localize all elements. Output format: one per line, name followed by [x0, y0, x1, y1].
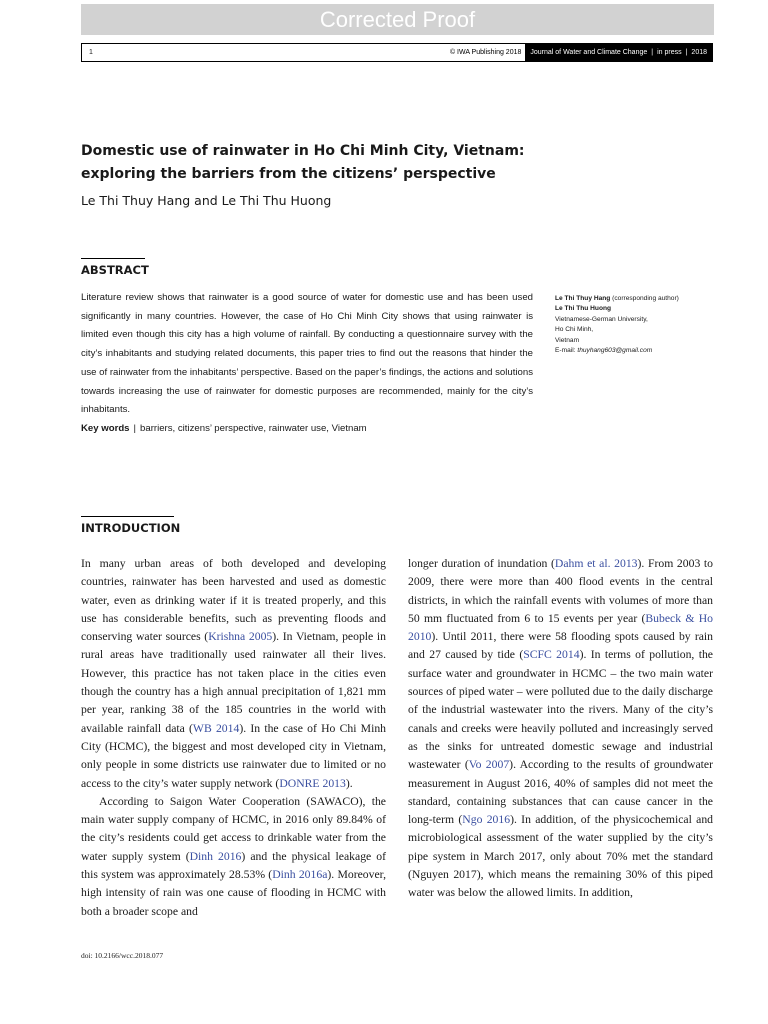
journal-info	[525, 44, 712, 61]
doi-footer: doi: 10.2166/wcc.2018.077	[81, 951, 164, 960]
keywords-list: barriers, citizens’ perspective, rainwater use, Vietnam	[140, 423, 367, 434]
citation-link[interactable]: WB 2014	[192, 721, 240, 735]
intro-paragraph: According to Saigon Water Cooperation (SAWACO), the main water supply company of HCMC, in 2016 only 89.84% of the city’s residents could get access to drinkable water from the water supply system (Dinh 2016) and the physical leakage of this system was approximately 28.53% (Dinh 2016a). Moreover, high intensity of rain was one cause of flooding in HCMC with both a broader scope and	[81, 794, 387, 918]
affil-institution: Vietnamese-German University,	[555, 315, 648, 323]
abstract-text	[81, 289, 533, 420]
citation-link[interactable]: Krishna 2005	[208, 630, 273, 644]
citation-link[interactable]: Ngo 2016	[462, 813, 511, 827]
affil-country: Vietnam	[555, 336, 580, 344]
citation-link[interactable]: Dinh 2016a	[272, 868, 328, 882]
header-separator: |	[651, 49, 654, 56]
publication-status: in press	[657, 49, 682, 56]
keywords	[81, 421, 367, 437]
authors: Le Thi Thuy Hang and Le Thi Thu Huong	[81, 193, 332, 208]
affil-author-1: Le Thi Thuy Hang	[555, 295, 611, 302]
header-separator: |	[685, 49, 688, 56]
journal-header	[81, 43, 713, 62]
abstract-paragraph: Literature review shows that rainwater is a good source of water for domestic use and has been used significantly in many countries. However, the case of Ho Chi Minh City shows that using rainwater is limited even though this city has a high volume of rainfall. By conducting a questionnaire survey with the city’s inhabitants and studying related documents, this paper tries to find out the reasons that hinder the use of rainwater from the inhabitants’ perspective. Based on the paper’s findings, the actions and solutions towards increasing the use of rainwater for domestic purposes are recommended, mainly for the city’s inhabitants.	[81, 292, 533, 416]
citation-link[interactable]: Vo 2007	[468, 758, 510, 772]
publication-year: 2018	[691, 49, 707, 56]
copyright: © IWA Publishing 2018	[449, 49, 522, 56]
header-right	[450, 44, 712, 61]
keywords-label: Key words	[81, 423, 130, 434]
intro-column-right	[408, 555, 713, 903]
citation-link[interactable]: DONRE 2013	[279, 776, 346, 790]
affil-author-2: Le Thi Thu Huong	[555, 305, 612, 313]
affil-city: Ho Chi Minh,	[555, 326, 594, 334]
title-line-2: exploring the barriers from the citizens’ perspective	[81, 166, 496, 182]
citation-link[interactable]: SCFC 2014	[523, 648, 580, 662]
abstract-heading: ABSTRACT	[81, 263, 149, 277]
author-affiliation	[555, 294, 725, 356]
citation-link[interactable]: Dinh 2016	[189, 849, 242, 863]
journal-name: Journal of Water and Climate Change	[530, 49, 648, 56]
intro-paragraph: In many urban areas of both developed and developing countries, rainwater has been harvested and used as domestic water, even as drinking water if it is treated properly, and this use has considerable benefits, such as preventing floods and conserving water sources (Krishna 2005). In Vietnam, people in rural areas have traditionally used rainwater all their lives. However, this practice has not taken place in the cities even though the country has a high annual precipitation of 1,821 mm per year, ranking 38 of the 185 countries in the world with available rainfall data (WB 2014). In the case of Ho Chi Minh City (HCMC), the biggest and most developed city in Vietnam, only people in some districts use rainwater due to limited or no access to the city’s water supply network (DONRE 2013).	[81, 557, 387, 790]
page-number: 1	[89, 49, 93, 56]
intro-paragraph: longer duration of inundation (Dahm et al. 2013). From 2003 to 2009, there were more than 400 flood events in the central districts, in which the rainfall events with volumes of more than 50 mm fluctuated from 6 to 15 events per year (Bubeck & Ho 2010). Until 2011, there were 58 flooding spots caused by rain and 27 caused by tide (SCFC 2014). In terms of pollution, the surface water and groundwater in HCMC – the two main water sources of piped water – were polluted due to the daily discharge of the industrial wastewater into the rivers. Many of the city’s canals and creeks were heavily polluted and increasingly served as the sinks for untreated domestic sewage and industrial wastewater (Vo 2007). According to the results of groundwater measurement in August 2016, 40% of samples did not meet the standard, containing substances that can cause cancer in the long-term (Ngo 2016). In addition, of the physicochemical and microbiological assessment of the water supplied by the city’s pipe system in March 2017, only about 70% met the standard (Nguyen 2017), which means the remaining 30% of this piped water was below the allowed limits. In addition,	[408, 557, 714, 900]
citation-link[interactable]: Dahm et al. 2013	[554, 557, 638, 570]
intro-column-left	[81, 555, 386, 921]
title-line-1: Domestic use of rainwater in Ho Chi Minh City, Vietnam:	[81, 143, 525, 159]
affil-email-label: E-mail:	[555, 347, 578, 355]
affil-corresponding-note: (corresponding author)	[610, 295, 679, 302]
introduction-heading: INTRODUCTION	[81, 521, 181, 535]
corrected-proof-banner: Corrected Proof	[81, 4, 714, 35]
introduction-rule	[81, 516, 174, 517]
abstract-rule	[81, 258, 145, 259]
paper-title	[81, 140, 561, 186]
keywords-separator: |	[133, 423, 137, 434]
affil-email[interactable]: thuyhang603@gmail.com	[577, 347, 653, 355]
citation-link[interactable]: Bubeck & Ho 2010	[408, 611, 713, 644]
